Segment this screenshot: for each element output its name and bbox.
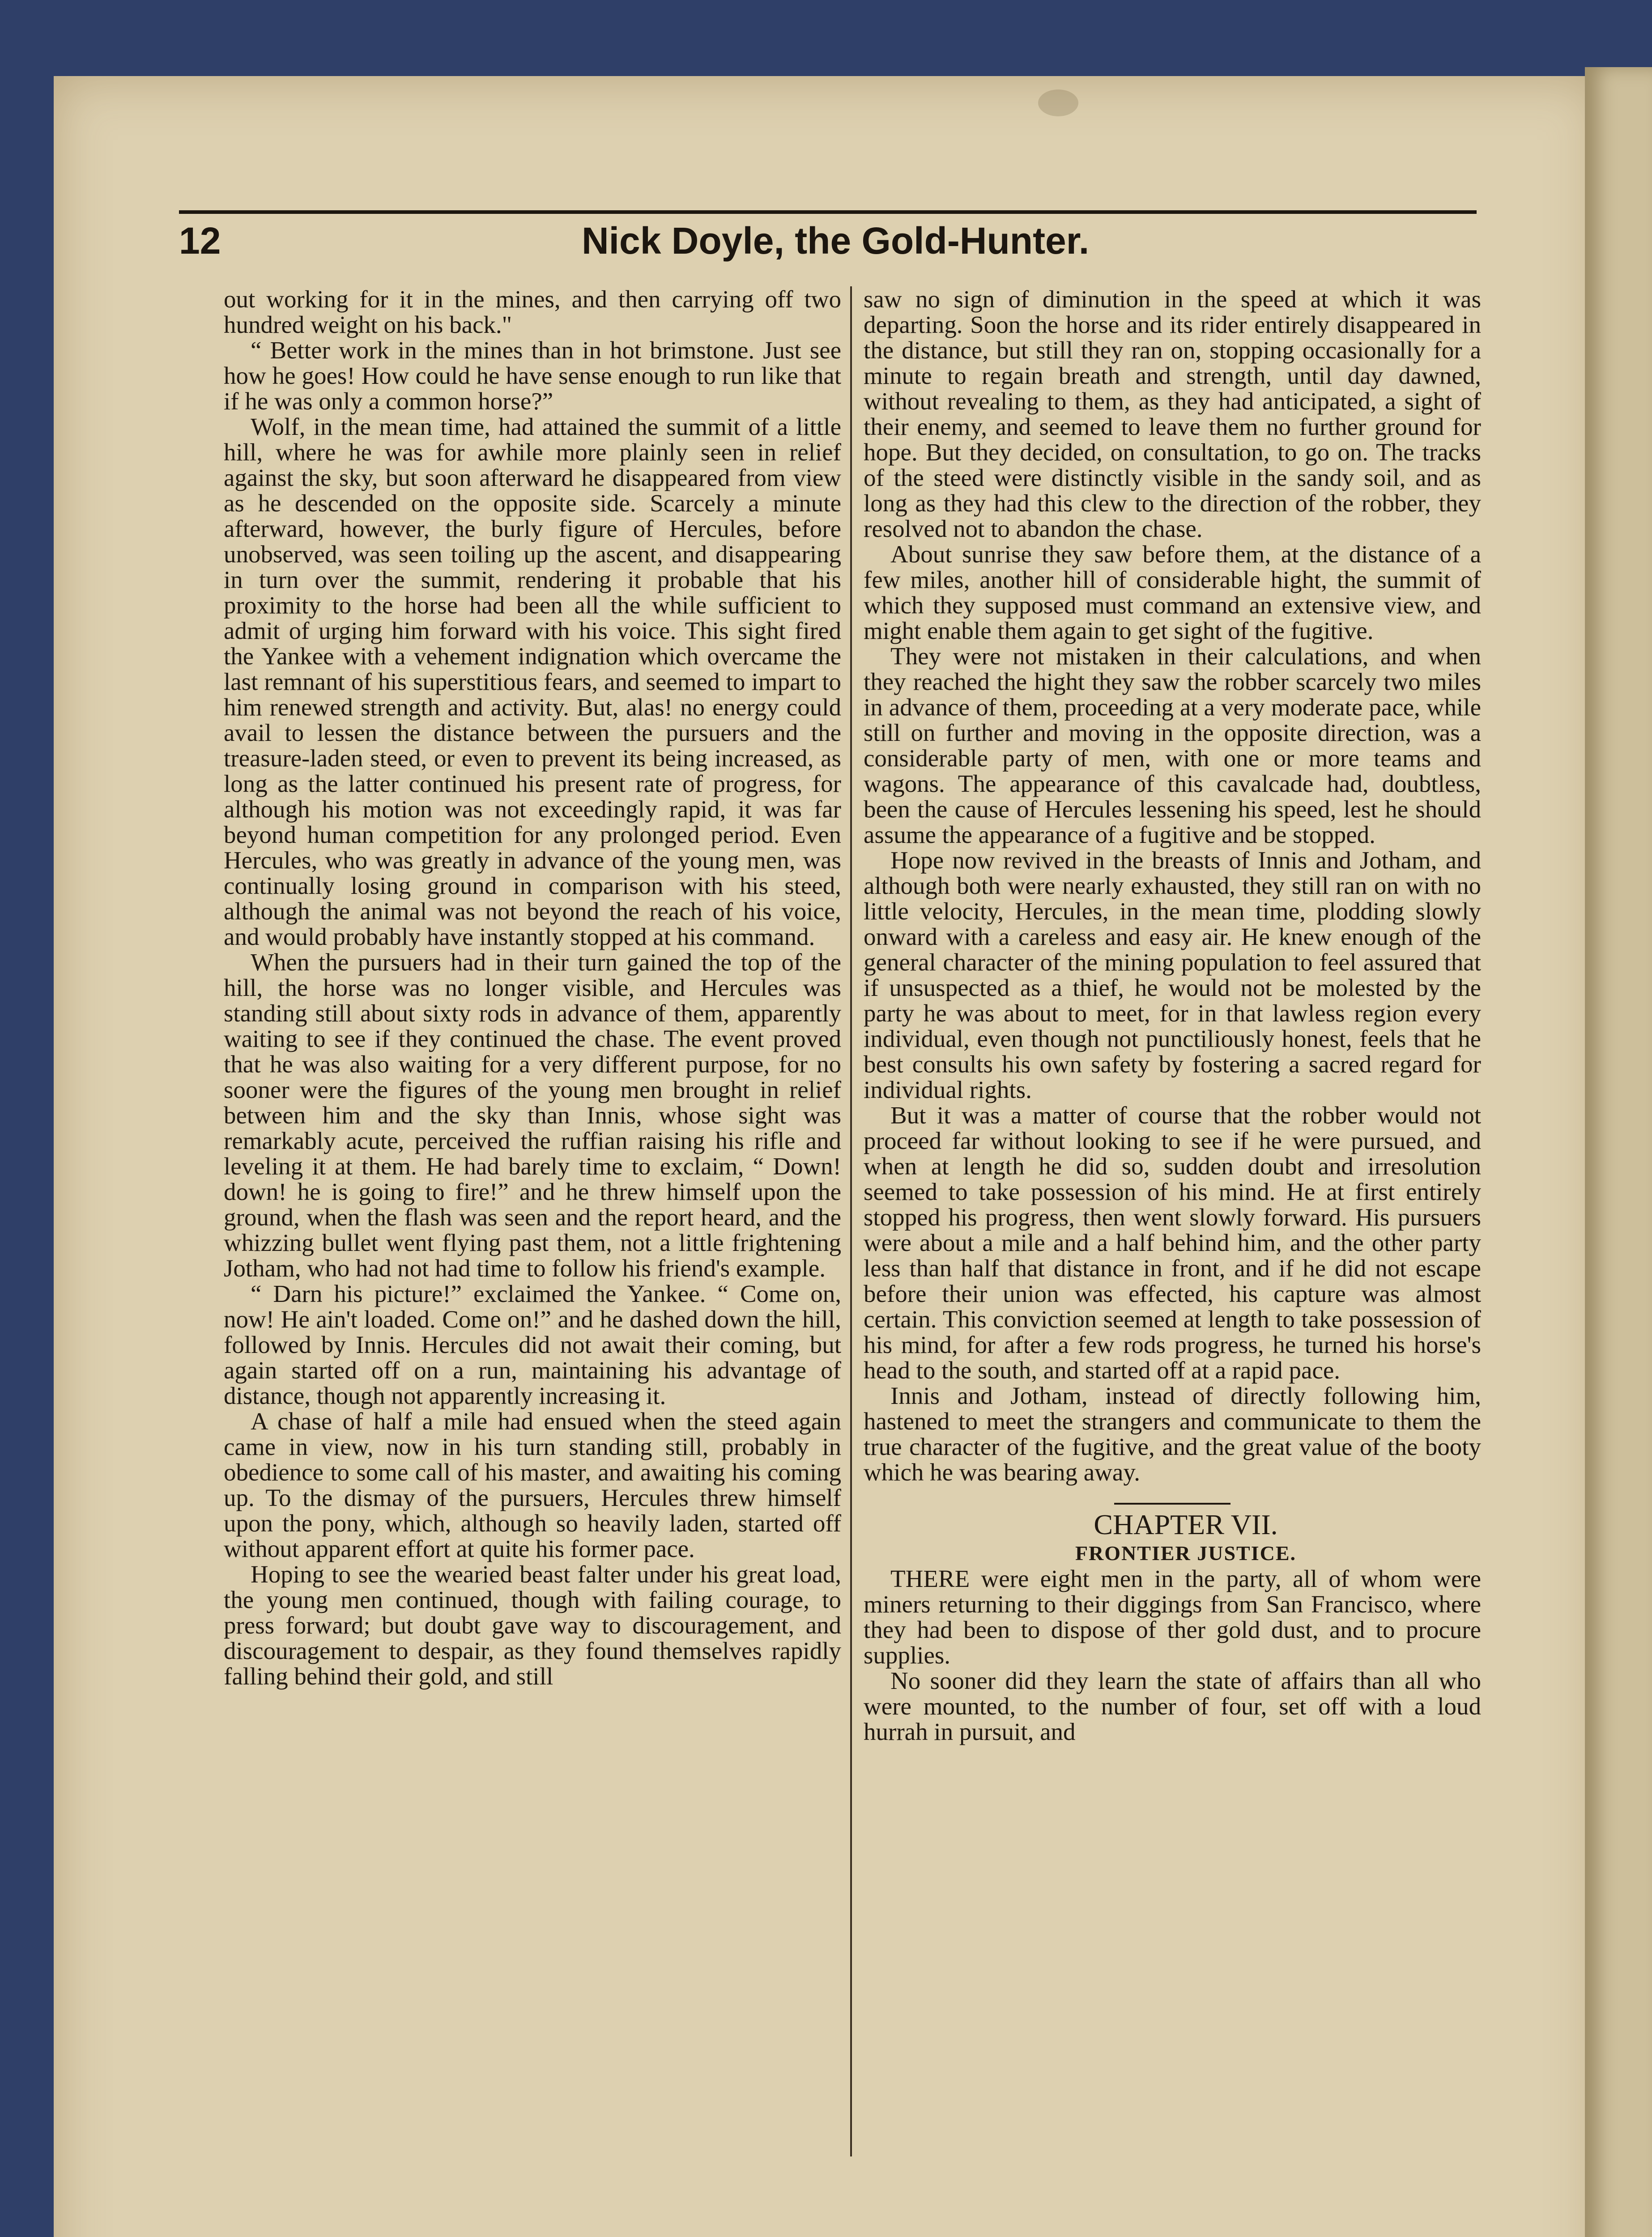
left-column [224, 286, 841, 2156]
chapter-heading: CHAPTER VII. [1094, 1509, 1278, 1540]
page-header [179, 134, 1477, 262]
paragraph: Hoping to see the wearied beast falter under his great load, the young men continued, though with failing courage, to press forward; but doubt gave way to discouragement, and discouragement to despair, as they found themselves rapidly falling behind their gold, and still [224, 1561, 841, 1690]
paragraph: “ Better work in the mines than in hot brimstone. Just see how he goes! How could he have sense enough to run like that if he was only a common horse?” [224, 336, 841, 415]
running-title: Nick Doyle, the Gold-Hunter. [582, 220, 1090, 262]
chapter-subtitle: FRONTIER JUSTICE. [1075, 1542, 1297, 1565]
paragraph: Innis and Jotham, instead of directly following him, hastened to meet the strangers and communicate to them the true character of the fugitive, and the great value of the booty which he was bearing away. [864, 1382, 1481, 1486]
paragraph: THERE were eight men in the party, all of whom were miners returning to their diggings from San Francisco, where they had been to dispose of ther gold dust, and to procure supplies. [864, 1565, 1481, 1669]
paragraph: out working for it in the mines, and then carrying off two hundred weight on his back." [224, 286, 841, 338]
paragraph: Wolf, in the mean time, had attained the summit of a little hill, where he was for awhile more plainly seen in relief against the sky, but soon afterward he disappeared from view as he descended on the opposite side. Scarcely a minute afterward, however, the burly figure of Hercules, before unobserved, was seen toiling up the ascent, and disappearing in turn over the summit, rendering it probable that his proximity to the horse had been all the while sufficient to admit of urging him forward with his voice. This sight fired the Yankee with a vehement indignation which overcame the last remnant of his superstitious fears, and seemed to impart to him renewed strength and activity. But, alas! no energy could avail to lessen the distance between the pursuers and the treasure-laden steed, or even to prevent its being increased, as long as the latter continued his present rate of progress, for although his motion was not exceedingly rapid, it was far beyond human competition for any prolonged period. Even Hercules, who was greatly in advance of the young men, was continually losing ground in comparison with his steed, although the animal was not beyond the reach of his voice, and would probably have instantly stopped at his command. [224, 413, 841, 950]
paragraph: A chase of half a mile had ensued when the steed again came in view, now in his turn standing still, probably in obedience to some call of his master, and awaiting his coming up. To the dismay of the pursuers, Hercules threw himself upon the pony, which, although so heavily laden, started off without apparent effort at quite his former pace. [224, 1408, 841, 1562]
paragraph: No sooner did they learn the state of affairs than all who were mounted, to the number of four, set off with a loud hurrah in pursuit, and [864, 1667, 1481, 1745]
column-divider [850, 286, 852, 2156]
paragraph: They were not mistaken in their calculations, and when they reached the hight they saw the robber scarcely two miles in advance of them, proceeding at a very moderate pace, while still on further and moving in the opposite direction, was a considerable party of men, with one or more teams and wagons. The appearance of this cavalcade had, doubtless, been the cause of Hercules lessening his speed, lest he should assume the appearance of a fugitive and be stopped. [864, 642, 1481, 848]
paragraph: “ Darn his picture!” exclaimed the Yankee. “ Come on, now! He ain't loaded. Come on!” and he dashed down the hill, followed by Innis. Hercules did not await their coming, but again started off on a run, maintaining his advantage of distance, though not apparently increasing it. [224, 1280, 841, 1409]
paragraph: When the pursuers had in their turn gained the top of the hill, the horse was no longer visible, and Hercules was standing still about sixty rods in advance of them, apparently waiting to see if they continued the chase. The event proved that he was also waiting for a very different purpose, for no sooner were the figures of the young men brought in relief between him and the sky than Innis, whose sight was remarkably acute, perceived the ruffian raising his rifle and leveling it at them. He had barely time to exclaim, “ Down! down! he is going to fire!” and he threw himself upon the ground, when the flash was seen and the report heard, and the whizzing bullet went flying past them, not a little frightening Jotham, who had not had time to follow his friend's example. [224, 948, 841, 1282]
page-number: 12 [179, 220, 221, 262]
paragraph: But it was a matter of course that the robber would not proceed far without looking to see if he were pursued, and when at length he did so, sudden doubt and irresolution seemed to take possession of his mind. He at first entirely stopped his progress, then went slowly forward. His pursuers were about a mile and a half behind him, and the other party less than half that distance in front, and if he did not escape before their union was effected, his capture was almost certain. This conviction seemed at length to take possession of his mind, for after a few rods progress, he turned his horse's head to the south, and started off at a rapid pace. [864, 1101, 1481, 1384]
paragraph: About sunrise they saw before them, at the distance of a few miles, another hill of considerable hight, the summit of which they supposed must command an extensive view, and might enable them again to get sight of the fugitive. [864, 540, 1481, 644]
paragraph: saw no sign of diminution in the speed at which it was departing. Soon the horse and its rider entirely disappeared in the distance, but still they ran on, stopping occasionally for a minute to regain breath and strength, until day dawned, without revealing to them, as they had anticipated, a sight of their enemy, and seemed to leave them no further ground for hope. But they decided, on consultation, to go on. The tracks of the steed were distinctly visible in the sandy soil, and as long as they had this clew to the direction of the robber, they resolved not to abandon the chase. [864, 286, 1481, 542]
chapter-rule [1114, 1503, 1230, 1505]
adjacent-page-edge [1585, 67, 1652, 2237]
paragraph: Hope now revived in the breasts of Innis and Jotham, and although both were nearly exhausted, they still ran on with no little velocity, Hercules, in the mean time, plodding slowly onward with a careless and easy air. He knew enough of the general character of the mining population to feel assured that if unsuspected as a thief, he would not be molested by the party he was about to meet, for in that lawless region every individual, even though not punctiliously honest, feels that he best consults his own safety by fostering a sacred regard for individual rights. [864, 846, 1481, 1103]
paper-stain [1038, 89, 1078, 116]
right-column [864, 286, 1481, 2156]
